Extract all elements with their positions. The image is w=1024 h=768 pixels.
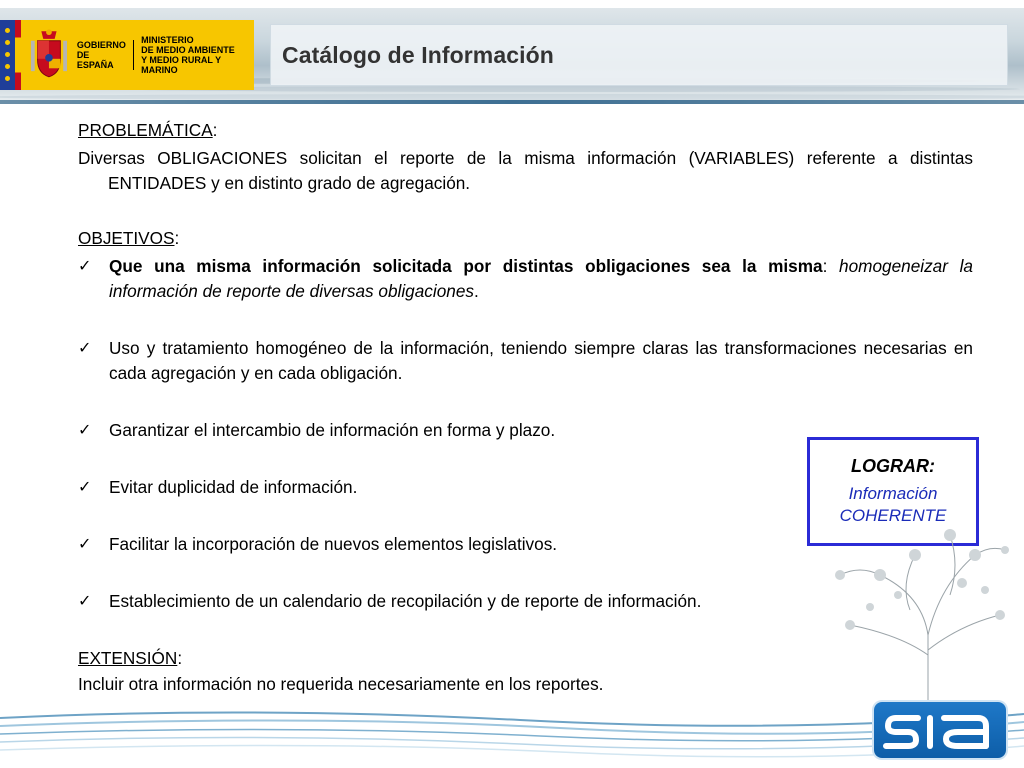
check-icon: ✓ xyxy=(78,593,92,610)
objective-item: ✓ Evitar duplicidad de información. xyxy=(78,475,809,500)
check-icon: ✓ xyxy=(78,340,92,357)
objective-item: ✓ Garantizar el intercambio de información en forma y plazo. xyxy=(78,418,809,443)
spain-flag-icon xyxy=(15,20,21,90)
title-box xyxy=(270,24,1008,86)
coat-of-arms-icon xyxy=(29,26,69,84)
footer-waves xyxy=(0,700,1024,760)
header-divider xyxy=(0,100,1024,104)
problematica-text: Diversas OBLIGACIONES solicitan el reporte de la misma información (VARIABLES) referente a distintas ENTIDADES y en distinto grado de agregación. xyxy=(78,148,973,193)
government-logo xyxy=(0,20,254,90)
sia-logo xyxy=(874,702,1006,758)
check-icon: ✓ xyxy=(78,422,92,439)
objective-item: ✓ Uso y tratamiento homogéneo de la información, teniendo siempre claras las transformaciones necesarias en cada agregación y en cada obligación. xyxy=(78,338,973,383)
check-icon: ✓ xyxy=(78,258,92,275)
check-icon: ✓ xyxy=(78,536,92,553)
ministry-text: MINISTERIO DE MEDIO AMBIENTE Y MEDIO RURAL Y MARINO xyxy=(141,35,235,75)
government-text: GOBIERNO DE ESPAÑA xyxy=(77,40,134,70)
lograr-label: LOGRAR: xyxy=(851,456,935,476)
sia-logo-icon xyxy=(874,702,1006,758)
problematica-heading: PROBLEMÁTICA: xyxy=(78,120,218,140)
objective-item: ✓ Que una misma información solicitada por distintas obligaciones sea la misma: homogeneizar la información de reporte de diversas obligaciones. xyxy=(78,256,973,301)
plant-illustration xyxy=(810,515,1010,700)
objetivos-heading: OBJETIVOS: xyxy=(78,228,180,248)
eu-flag-icon xyxy=(0,20,15,90)
page-title: Catálogo de Información xyxy=(282,42,554,68)
objective-item: ✓ Facilitar la incorporación de nuevos elementos legislativos. xyxy=(78,532,809,557)
lograr-info: Información COHERENTE xyxy=(839,484,947,525)
extension-heading: EXTENSIÓN: xyxy=(78,648,183,668)
objective-item: ✓ Establecimiento de un calendario de recopilación y de reporte de información. xyxy=(78,589,849,614)
check-icon: ✓ xyxy=(78,479,92,496)
extension-text: Incluir otra información no requerida necesariamente en los reportes. xyxy=(78,674,604,694)
